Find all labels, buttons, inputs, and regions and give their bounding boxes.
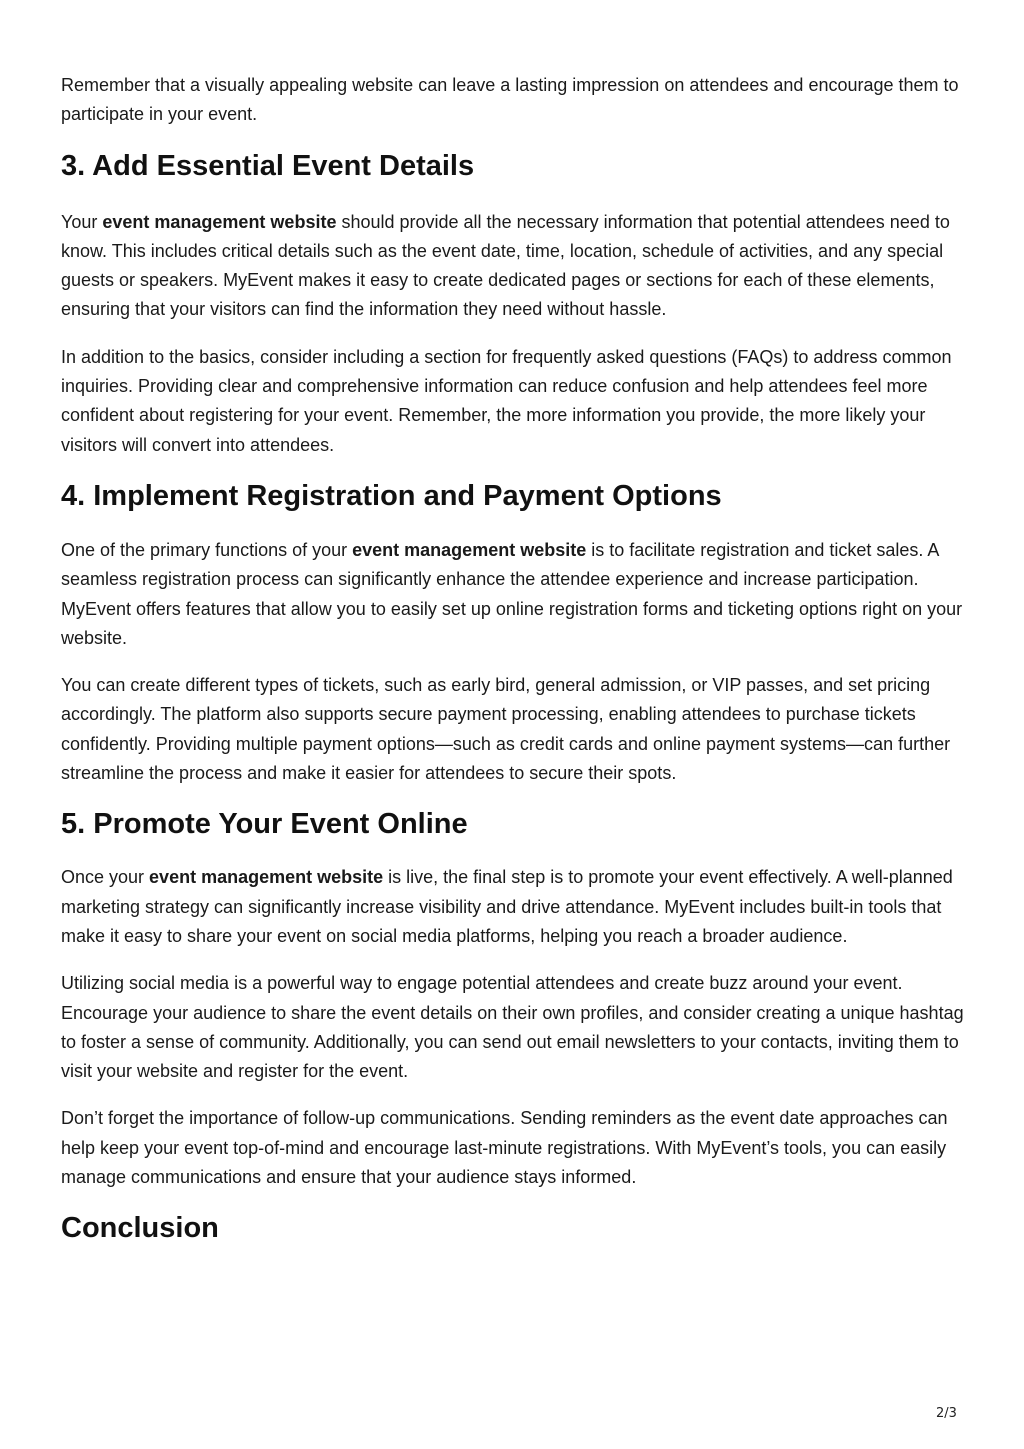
page-number: 2/3 xyxy=(936,1406,957,1421)
section-5-paragraph-1 xyxy=(61,863,971,951)
section-5-p1-bold-phrase: event management website xyxy=(149,867,384,888)
section-4-paragraph-1 xyxy=(61,536,971,653)
section-4-heading: 4. Implement Registration and Payment Options xyxy=(61,479,722,512)
section-5-heading: 5. Promote Your Event Online xyxy=(61,808,468,841)
section-4-p1-text-end: is to facilitate registration and ticket sales. A seamless registration process can significantly enhance the attendee experience and increase participation. MyEvent offers features that allow you to easily set up online registration forms and ticketing options right on your website. xyxy=(61,539,963,648)
intro-paragraph: Remember that a visually appealing website can leave a lasting impression on attendees and encourage them to participate in your event. xyxy=(61,75,959,125)
section-3-paragraph-2: In addition to the basics, consider including a section for frequently asked questions (FAQs) to address common inquiries. Providing clear and comprehensive information can reduce confusion and help attendees feel more confident about registering for your event. Remember, the more information you provide, the more likely your visitors will convert into attendees. xyxy=(61,346,952,455)
document-page xyxy=(61,71,971,1246)
section-3-p1-bold-phrase: event management website xyxy=(102,211,337,232)
section-3-p1-text-start: Your xyxy=(61,211,103,232)
section-3-heading: 3. Add Essential Event Details xyxy=(61,149,475,182)
section-5-paragraph-3: Don’t forget the importance of follow-up communications. Sending reminders as the event date approaches can help keep your event top-of-mind and encourage last-minute registrations. With MyEvent’s tools, you can easily manage communications and ensure that your audience stays informed. xyxy=(61,1108,948,1188)
section-3-paragraph-1 xyxy=(61,208,971,325)
section-5-paragraph-2: Utilizing social media is a powerful way to engage potential attendees and create buzz around your event. Encourage your audience to share the event details on their own profiles, and consider creating a unique hashtag to foster a sense of community. Additionally, you can send out email newsletters to your contacts, inviting them to visit your website and register for the event. xyxy=(61,973,964,1082)
section-4-paragraph-2: You can create different types of tickets, such as early bird, general admission, or VIP passes, and set pricing accordingly. The platform also supports secure payment processing, enabling attendees to purchase tickets confidently. Providing multiple payment options—such as credit cards and online payment systems—can further streamline the process and make it easier for attendees to secure their spots. xyxy=(61,675,951,784)
section-5-p1-text-start: Once your xyxy=(61,867,150,888)
section-4-p1-text-start: One of the primary functions of your xyxy=(61,539,353,560)
section-4-p1-bold-phrase: event management website xyxy=(352,539,587,560)
conclusion-heading: Conclusion xyxy=(61,1212,219,1245)
section-3-p1-text-end: should provide all the necessary information that potential attendees need to know. This includes critical details such as the event date, time, location, schedule of activities, and any special guests or speakers. MyEvent makes it easy to create dedicated pages or sections for each of these elements, ensuring that your visitors can find the information they need without hassle. xyxy=(61,211,950,320)
section-5-p1-text-end: is live, the final step is to promote your event effectively. A well-planned marketing strategy can significantly increase visibility and drive attendance. MyEvent includes built-in tools that make it easy to share your event on social media platforms, helping you reach a broader audience. xyxy=(61,867,953,946)
